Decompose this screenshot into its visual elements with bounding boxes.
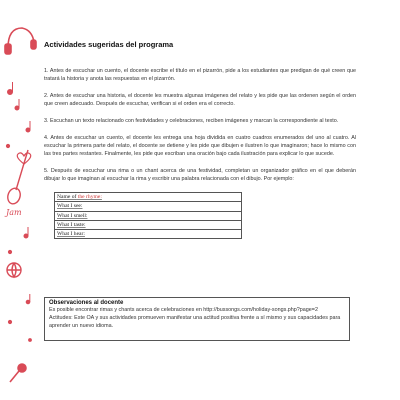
table-cell: What I taste: — [55, 220, 242, 229]
globe-icon — [7, 263, 21, 277]
activity-2: 2. Antes de escuchar una historia, el docente les muestra algunas imágenes del relato y les pide que las ordenen según el orden que creen adecuado. Después de escuchar, verifican si el orden era el correcto. — [44, 93, 356, 107]
activity-4: 4. Antes de escuchar un cuento, el docente les entrega una hoja dividida en cuatro cuadros enumerados del uno al cuatro. Al escuchar la primera parte del relato, el docente se detiene y les pide que dibujen e ilustren lo que imaginaron; hace lo mismo con las tres partes restantes. Finalmente, les pide que escriban una oración bajo cada ilustración para explicar lo que sucede. — [44, 135, 356, 157]
table-cell: What I see: — [55, 202, 242, 211]
table-cell: What I smell: — [55, 211, 242, 220]
organizer-value: the rhyme: — [76, 194, 102, 201]
organizer-label: Name of — [57, 194, 77, 201]
page-title: Actividades sugeridas del programa — [44, 40, 174, 49]
musical-notes-icon — [8, 227, 28, 254]
activity-5: 5. Después de escuchar una rima o un chant acerca de una festividad, completan un organizador gráfico en el que deberán dibujar lo que imaginan al escuchar la rima y escribir una palabra relacionada con el dibujo. Por ejemplo: — [44, 168, 356, 182]
table-row — [55, 220, 242, 229]
observations-line-2: Actitudes: Este OA y sus actividades promueven manifestar una actitud positiva frente a sí mismo y sus capacidades para aprender un nuevo idioma. — [49, 314, 341, 329]
teacher-observations-box — [44, 297, 350, 341]
observations-title: Observaciones al docente — [49, 300, 124, 306]
musical-notes-icon — [8, 294, 31, 341]
microphone-icon — [10, 364, 26, 382]
table-cell — [55, 193, 242, 202]
svg-text:Jam: Jam — [6, 208, 22, 217]
musical-notes-icon — [6, 82, 30, 148]
table-cell: What I hear: — [55, 230, 242, 239]
table-row — [55, 202, 242, 211]
activity-1: 1. Antes de escuchar un cuento, el docente escribe el título en el pizarrón, pide a los estudiantes que predigan de qué creen que tratará la historia y anota las respuestas en el pizarrón. — [44, 68, 356, 82]
observations-line-1: Es posible encontrar rimas y chants acerca de celebraciones en http://bussongs.com/holiday-songs.php?page=2 — [49, 307, 318, 313]
headphones-icon — [5, 28, 36, 54]
table-row — [55, 211, 242, 220]
main-content — [44, 40, 356, 239]
table-row — [55, 230, 242, 239]
graphic-organizer-table — [54, 192, 242, 239]
table-row — [55, 193, 242, 202]
guitar-icon — [4, 150, 28, 217]
decorative-sidebar — [0, 0, 40, 400]
activity-3: 3. Escuchan un texto relacionado con festividades y celebraciones, reciben imágenes y marcan la correspondiente al texto. — [44, 118, 339, 124]
